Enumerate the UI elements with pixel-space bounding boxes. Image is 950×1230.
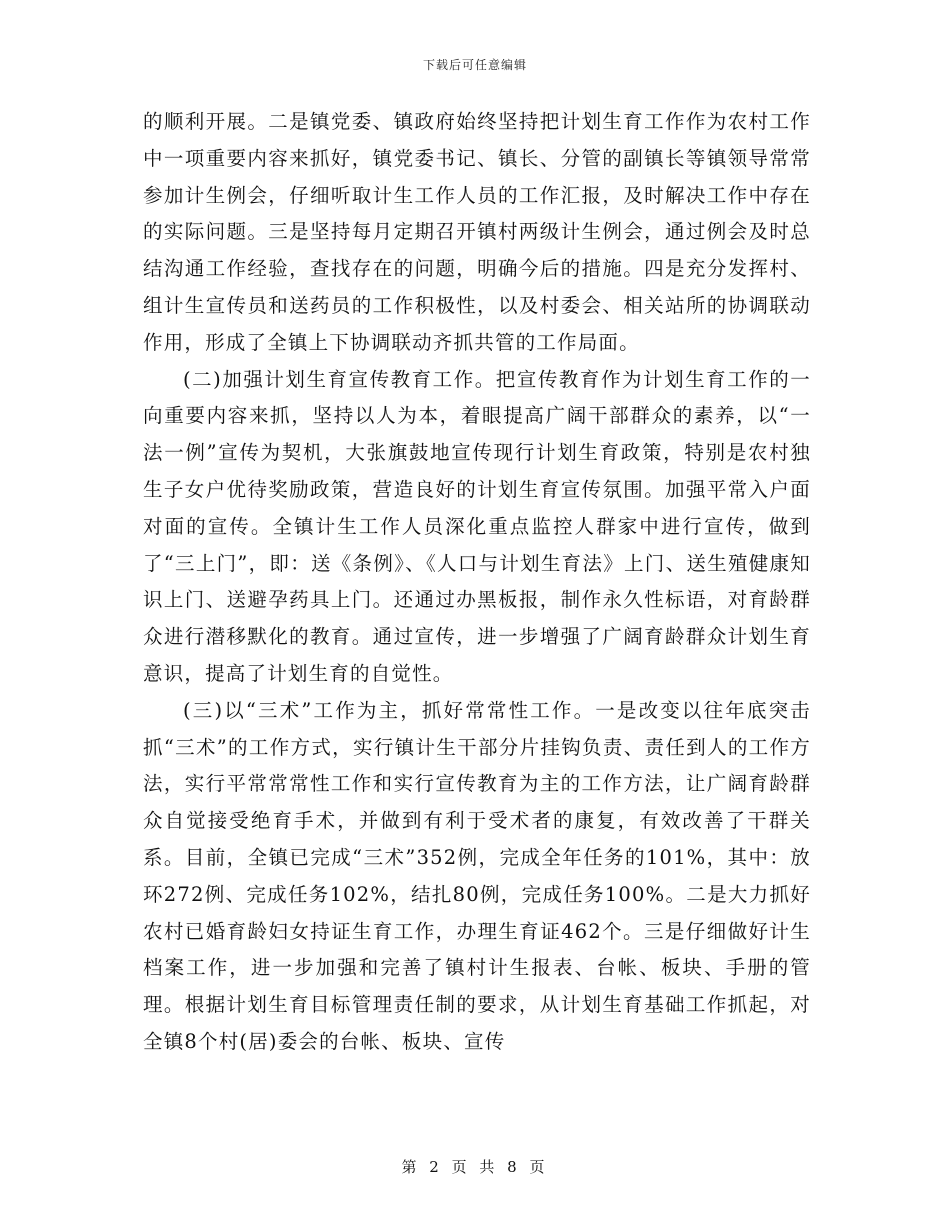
document-body: [143, 104, 811, 1061]
page-number-footer: 第 2 页 共 8 页: [401, 1158, 549, 1176]
paragraph-propaganda-education: (二)加强计划生育宣传教育工作。把宣传教育作为计划生育工作的一向重要内容来抓，坚持以人为本，着眼提高广阔干部群众的素养，以“一法一例”宣传为契机，大张旗鼓地宣传现行计划生育政策，特别是农村独生子女户优待奖励政策，营造良好的计划生育宣传氛围。加强平常入户面对面的宣传。全镇计生工作人员深化重点监控人群家中进行宣传，做到了“三上门”，即：送《条例》、《人口与计划生育法》上门、送生殖健康知识上门、送避孕药具上门。还通过办黑板报，制作永久性标语，对育龄群众进行潜移默化的教育。通过宣传，进一步增强了广阔育龄群众计划生育意识，提高了计划生育的自觉性。: [143, 367, 811, 685]
page-header: 下载后可任意编辑: [422, 58, 527, 72]
paragraph-three-operations: (三)以“三术”工作为主，抓好常常性工作。一是改变以往年底突击抓“三术”的工作方式，实行镇计生干部分片挂钩负责、责任到人的工作方法，实行平常常常性工作和实行宣传教育为主的工作方法，让广阔育龄群众自觉接受绝育手术，并做到有利于受术者的康复，有效改善了干群关系。目前，全镇已完成“三术”352例，完成全年任务的101%，其中：放环272例、完成任务102%，结扎80例，完成任务100%。二是大力抓好农村已婚育龄妇女持证生育工作，办理生育证462个。三是仔细做好计生档案工作，进一步加强和完善了镇村计生报表、台帐、板块、手册的管理。根据计划生育目标管理责任制的要求，从计划生育基础工作抓起，对全镇8个村(居)委会的台帐、板块、宣传: [143, 698, 811, 1053]
paragraph-continuation: 的顺利开展。二是镇党委、镇政府始终坚持把计划生育工作作为农村工作中一项重要内容来抓好，镇党委书记、镇长、分管的副镇长等镇领导常常参加计生例会，仔细听取计生工作人员的工作汇报，及时解决工作中存在的实际问题。三是坚持每月定期召开镇村两级计生例会，通过例会及时总结沟通工作经验，查找存在的问题，明确今后的措施。四是充分发挥村、组计生宣传员和送药员的工作积极性，以及村委会、相关站所的协调联动作用，形成了全镇上下协调联动齐抓共管的工作局面。: [143, 110, 811, 354]
